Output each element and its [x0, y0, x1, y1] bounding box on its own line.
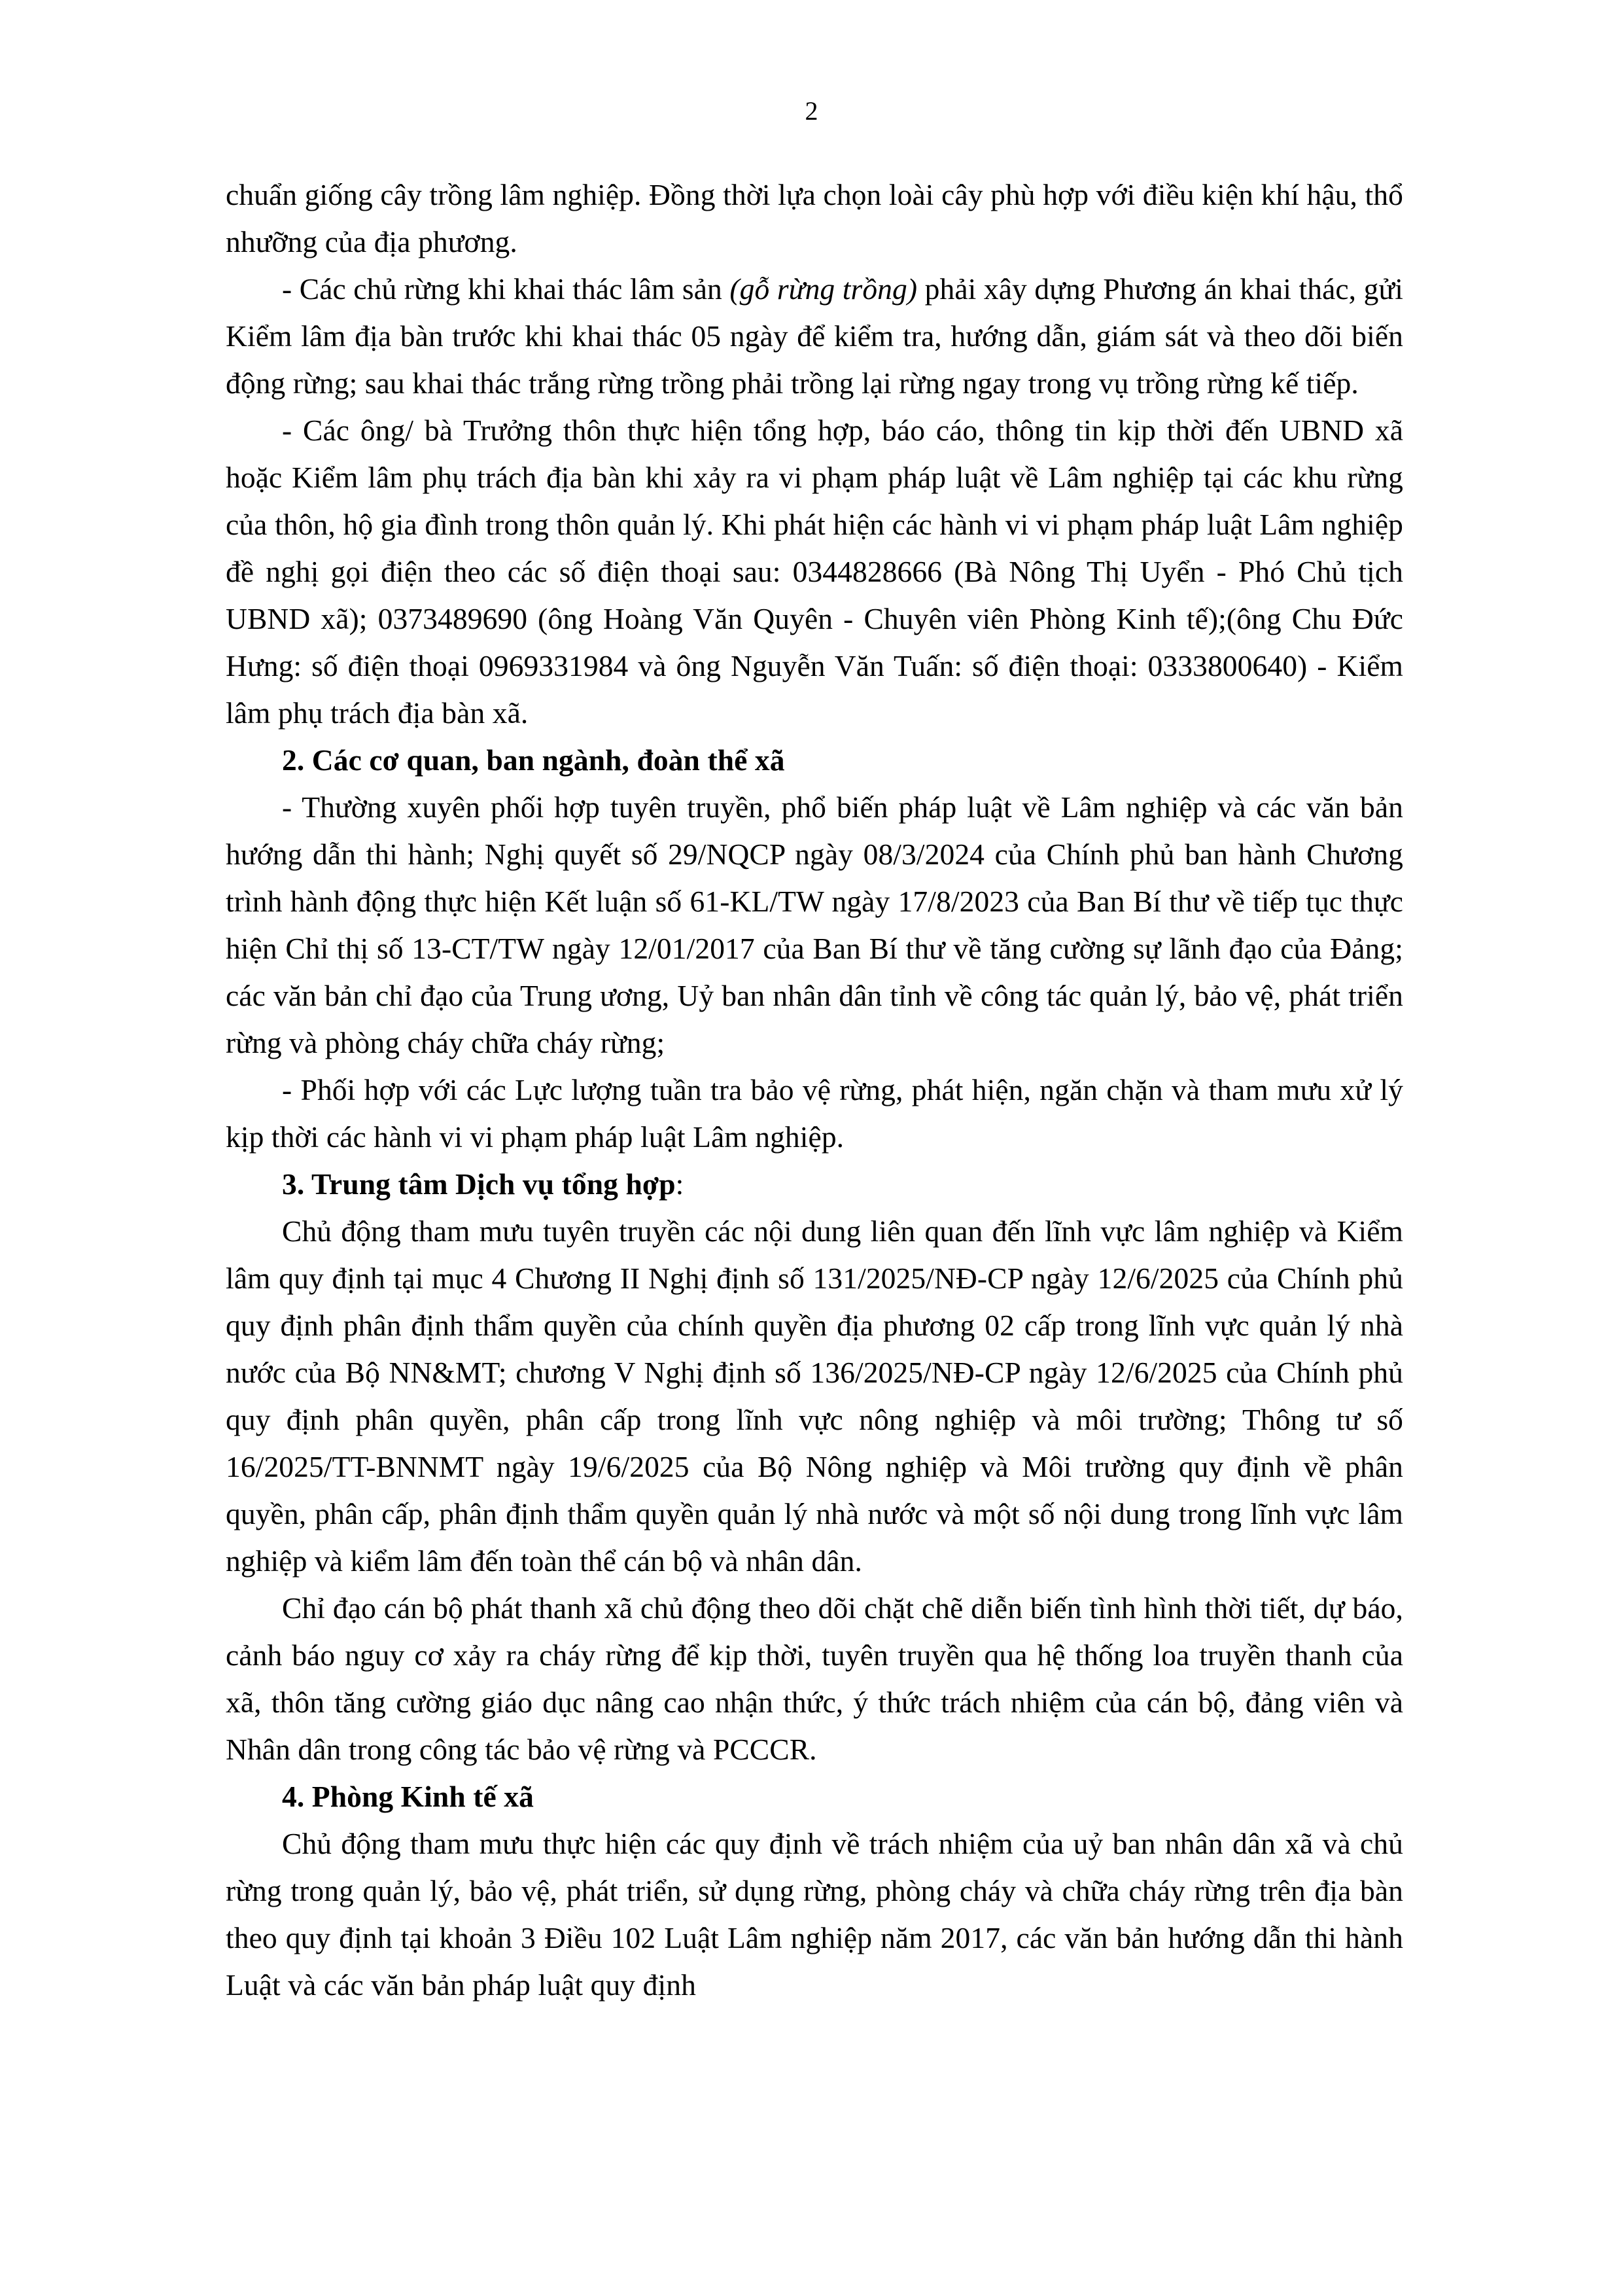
page-number: 2 — [805, 96, 818, 126]
paragraph-economic-department-responsibilities: Chủ động tham mưu thực hiện các quy định về trách nhiệm của uỷ ban nhân dân xã và chủ rừng trong quản lý, bảo vệ, phát triển, sử dụng rừng, phòng cháy và chữa cháy rừng trên địa bàn theo quy định tại khoản 3 Điều 102 Luật Lâm nghiệp năm 2017, các văn bản hướng dẫn thi hành Luật và các văn bản pháp luật quy định — [226, 1827, 1403, 2002]
heading-section-3 — [226, 1161, 1403, 1208]
paragraph-coordination-patrol-forces: - Phối hợp với các Lực lượng tuần tra bảo vệ rừng, phát hiện, ngăn chặn và tham mưu xử lý kịp thời các hành vi vi phạm pháp luật Lâm nghiệp. — [226, 1073, 1403, 1154]
paragraph-village-heads-reporting-and-phone-numbers: - Các ông/ bà Trưởng thôn thực hiện tổng hợp, báo cáo, thông tin kịp thời đến UBND xã hoặc Kiểm lâm phụ trách địa bàn khi xảy ra vi phạm pháp luật về Lâm nghiệp tại các khu rừng của thôn, hộ gia đình trong thôn quản lý. Khi phát hiện các hành vi vi phạm pháp luật Lâm nghiệp đề nghị gọi điện theo các số điện thoại sau: 0344828666 (Bà Nông Thị Uyển - Phó Chủ tịch UBND xã); 0373489690 (ông Hoàng Văn Quyên - Chuyên viên Phòng Kinh tế);(ông Chu Đức Hưng: số điện thoại 0969331984 và ông Nguyễn Văn Tuấn: số điện thoại: 0333800640) - Kiểm lâm phụ trách địa bàn xã. — [226, 414, 1403, 730]
paragraph-harvest-text-b: phải xây dựng Phương án khai thác, gửi Kiểm lâm địa bàn trước khi khai thác 05 ngày để kiểm tra, hướng dẫn, giám sát và theo dõi biến động rừng; sau khai thác trắng rừng trồng phải trồng lại rừng ngay trong vụ trồng rừng kế tiếp. — [226, 272, 1403, 400]
paragraph-harvest-text-a: - Các chủ rừng khi khai thác lâm sản — [282, 272, 730, 306]
paragraph-forest-owners-harvest — [226, 266, 1403, 407]
paragraph-harvest-italic-note: (gỗ rừng trồng) — [729, 272, 918, 306]
heading-section-2: 2. Các cơ quan, ban ngành, đoàn thể xã — [282, 743, 785, 777]
paragraph-broadcast-staff-direction: Chỉ đạo cán bộ phát thanh xã chủ động theo dõi chặt chẽ diễn biến tình hình thời tiết, dự báo, cảnh báo nguy cơ xảy ra cháy rừng để kịp thời, tuyên truyền qua hệ thống loa truyền thanh của xã, thôn tăng cường giáo dục nâng cao nhận thức, ý thức trách nhiệm của cán bộ, đảng viên và Nhân dân trong công tác bảo vệ rừng và PCCCR. — [226, 1591, 1403, 1766]
paragraph-continued-seed-standards: chuẩn giống cây trồng lâm nghiệp. Đồng thời lựa chọn loài cây phù hợp với điều kiện khí hậu, thổ nhưỡng của địa phương. — [226, 178, 1403, 258]
heading-section-3-colon: : — [675, 1167, 684, 1201]
heading-section-4: 4. Phòng Kinh tế xã — [282, 1780, 534, 1813]
paragraph-service-center-decrees: Chủ động tham mưu tuyên truyền các nội dung liên quan đến lĩnh vực lâm nghiệp và Kiểm lâm quy định tại mục 4 Chương II Nghị định số 131/2025/NĐ-CP ngày 12/6/2025 của Chính phủ quy định phân định thẩm quyền của chính quyền địa phương 02 cấp trong lĩnh vực quản lý nhà nước của Bộ NN&MT; chương V Nghị định số 136/2025/NĐ-CP ngày 12/6/2025 của Chính phủ quy định phân quyền, phân cấp trong lĩnh vực nông nghiệp và môi trường; Thông tư số 16/2025/TT-BNNMT ngày 19/6/2025 của Bộ Nông nghiệp và Môi trường quy định về phân quyền, phân cấp, phân định thẩm quyền quản lý nhà nước và một số nội dung trong lĩnh vực lâm nghiệp và kiểm lâm đến toàn thể cán bộ và nhân dân. — [226, 1214, 1403, 1578]
document-body — [226, 171, 1403, 2009]
paragraph-regular-propaganda-legal-documents: - Thường xuyên phối hợp tuyên truyền, phổ biến pháp luật về Lâm nghiệp và các văn bản hướng dẫn thi hành; Nghị quyết số 29/NQCP ngày 08/3/2024 của Chính phủ ban hành Chương trình hành động thực hiện Kết luận số 61-KL/TW ngày 17/8/2023 của Ban Bí thư về tiếp tục thực hiện Chỉ thị số 13-CT/TW ngày 12/01/2017 của Ban Bí thư về tăng cường sự lãnh đạo của Đảng; các văn bản chỉ đạo của Trung ương, Uỷ ban nhân dân tỉnh về công tác quản lý, bảo vệ, phát triển rừng và phòng cháy chữa cháy rừng; — [226, 790, 1403, 1059]
heading-section-3-label: 3. Trung tâm Dịch vụ tổng hợp — [282, 1167, 676, 1201]
